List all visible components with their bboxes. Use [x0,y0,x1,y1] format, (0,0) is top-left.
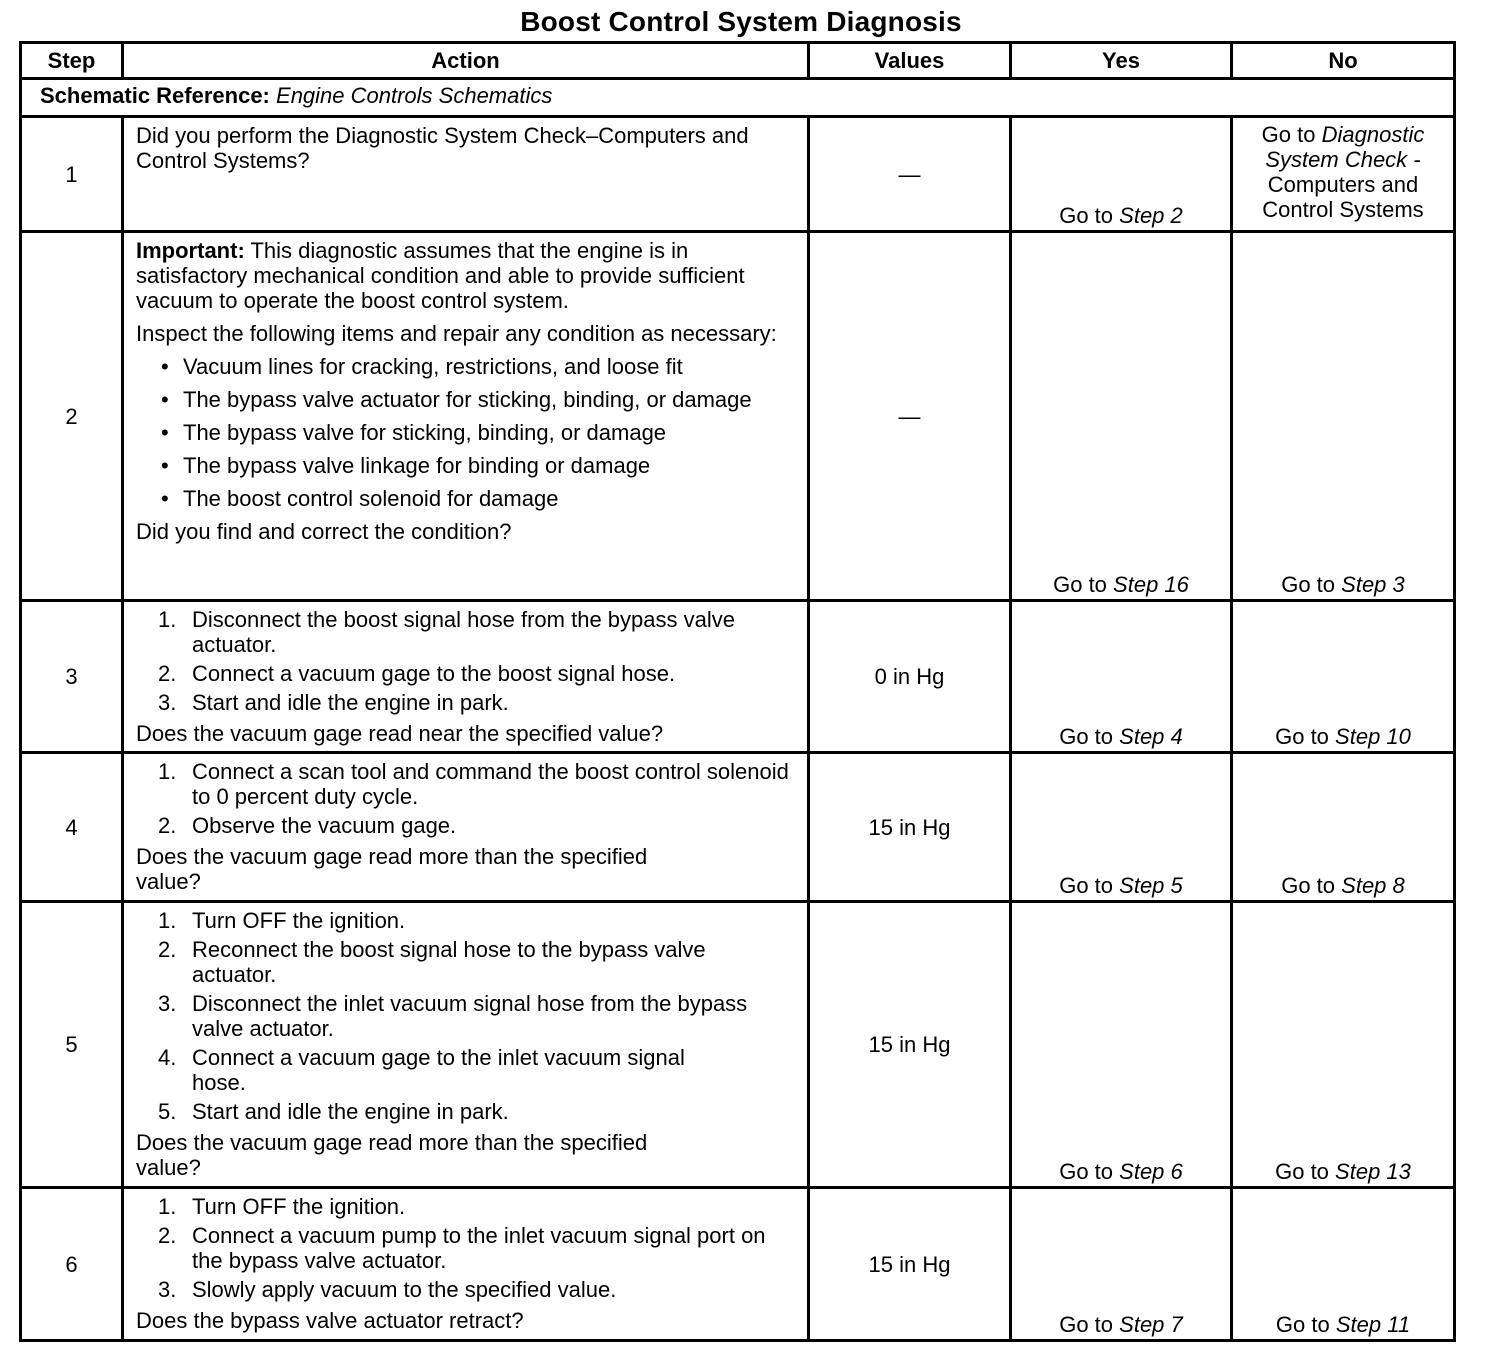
value-cell: 15 in Hg [809,902,1011,1188]
yes-link[interactable]: Step 4 [1119,724,1183,749]
action-question: Does the bypass valve actuator retract? [136,1308,524,1333]
no-prefix: Go to [1275,1159,1329,1184]
value-cell: 15 in Hg [809,1188,1011,1341]
yes-prefix: Go to [1059,724,1114,749]
table-row [21,117,1455,232]
important-note [136,238,795,313]
table-row [21,232,1455,601]
list-item: 3. Slowly apply vacuum to the specified value. [158,1277,617,1302]
list-item: 1. Turn OFF the ignition. [158,1194,406,1219]
step-number: 5 [21,902,123,1188]
no-prefix: Go to [1281,572,1336,597]
list-item: 4. Connect a vacuum gage to the inlet vacuum signal hose. [158,1045,685,1095]
value-cell: — [809,232,1011,601]
action-cell [123,753,809,902]
step-number: 1 [21,117,123,232]
header-values: Values [809,43,1011,79]
yes-link[interactable]: Step 6 [1119,1159,1183,1184]
no-cell [1232,902,1455,1188]
header-yes: Yes [1011,43,1232,79]
list-item: • The bypass valve actuator for sticking, binding, or damage [183,387,795,412]
yes-link[interactable]: Step 7 [1119,1312,1183,1337]
list-item: 2. Observe the vacuum gage. [158,813,457,838]
yes-prefix: Go to [1059,203,1114,228]
procedure-list [136,1194,795,1302]
step-number: 2 [21,232,123,601]
step-number: 6 [21,1188,123,1341]
list-item: • The bypass valve linkage for binding or damage [183,453,795,478]
list-item: 2. Reconnect the boost signal hose to the bypass valve actuator. [158,937,706,987]
no-link[interactable]: Step 3 [1341,572,1405,597]
no-link[interactable]: Step 8 [1341,873,1405,898]
action-intro: Inspect the following items and repair any condition as necessary: [136,321,777,346]
table-row [21,1188,1455,1341]
action-question: Does the vacuum gage read more than the specified value? [136,844,648,894]
no-cell [1232,601,1455,753]
yes-cell [1011,601,1232,753]
yes-link[interactable]: Step 5 [1119,873,1183,898]
yes-cell [1011,232,1232,601]
yes-cell [1011,117,1232,232]
header-step: Step [21,43,123,79]
list-item: • The bypass valve for sticking, binding, or damage [183,420,795,445]
action-question: Does the vacuum gage read more than the specified value? [136,1130,648,1180]
no-prefix: Go to [1275,1312,1330,1337]
no-link[interactable]: Step 10 [1335,724,1411,749]
yes-prefix: Go to [1053,572,1107,597]
no-suffix: Computers and Control Systems [1262,172,1424,222]
table-row [21,601,1455,753]
no-prefix: Go to [1281,873,1336,898]
no-prefix: Go to [1275,724,1329,749]
no-link[interactable]: Diagnostic System Check - [1265,122,1425,172]
schematic-reference [21,79,1455,117]
action-cell [123,902,809,1188]
yes-prefix: Go to [1059,1312,1114,1337]
no-cell [1232,117,1455,232]
step-number: 4 [21,753,123,902]
page-title: Boost Control System Diagnosis [520,6,962,37]
procedure-list [136,908,795,1124]
list-item: 2. Connect a vacuum gage to the boost signal hose. [158,661,676,686]
table-row [21,753,1455,902]
procedure-list [136,607,795,715]
value-cell: 15 in Hg [809,753,1011,902]
no-cell [1232,753,1455,902]
action-cell [123,117,809,232]
action-question: Does the vacuum gage read near the specified value? [136,721,664,746]
action-cell [123,232,809,601]
yes-link[interactable]: Step 2 [1119,203,1183,228]
schematic-reference-row [21,79,1455,117]
schematic-link[interactable]: Engine Controls Schematics [276,83,553,108]
header-action: Action [123,43,809,79]
list-item: 3. Start and idle the engine in park. [158,690,509,715]
list-item: • Vacuum lines for cracking, restrictions, and loose fit [183,354,795,379]
yes-cell [1011,902,1232,1188]
action-question: Did you find and correct the condition? [136,519,512,544]
no-prefix: Go to [1261,122,1316,147]
table-row [21,902,1455,1188]
yes-prefix: Go to [1059,873,1114,898]
action-text: Did you perform the Diagnostic System Check–Computers and Control Systems? [136,123,749,173]
no-link[interactable]: Step 11 [1335,1312,1411,1337]
yes-prefix: Go to [1059,1159,1114,1184]
yes-link[interactable]: Step 16 [1113,572,1189,597]
list-item: 1. Connect a scan tool and command the boost control solenoid to 0 percent duty cycle. [158,759,789,809]
step-number: 3 [21,601,123,753]
list-item: 2. Connect a vacuum pump to the inlet vacuum signal port on the bypass valve actuator. [158,1223,766,1273]
list-item: 1. Disconnect the boost signal hose from the bypass valve actuator. [158,607,735,657]
diagnosis-table [19,41,1456,1342]
no-cell [1232,232,1455,601]
yes-cell [1011,753,1232,902]
important-text: This diagnostic assumes that the engine is in satisfactory mechanical condition and able to provide sufficient vacuum to operate the boost control system. [136,238,745,313]
action-cell [123,601,809,753]
list-item: 1. Turn OFF the ignition. [158,908,406,933]
header-row [21,43,1455,79]
action-cell [123,1188,809,1341]
no-link[interactable]: Step 13 [1335,1159,1411,1184]
list-item: 5. Start and idle the engine in park. [158,1099,509,1124]
procedure-list [136,759,795,838]
value-cell: — [809,117,1011,232]
list-item: 3. Disconnect the inlet vacuum signal hose from the bypass valve actuator. [158,991,748,1041]
value-cell: 0 in Hg [809,601,1011,753]
yes-cell [1011,1188,1232,1341]
inspection-list [136,354,795,511]
no-cell [1232,1188,1455,1341]
schematic-label: Schematic Reference: [40,83,270,108]
important-label: Important: [136,238,245,263]
list-item: • The boost control solenoid for damage [183,486,795,511]
header-no: No [1232,43,1455,79]
